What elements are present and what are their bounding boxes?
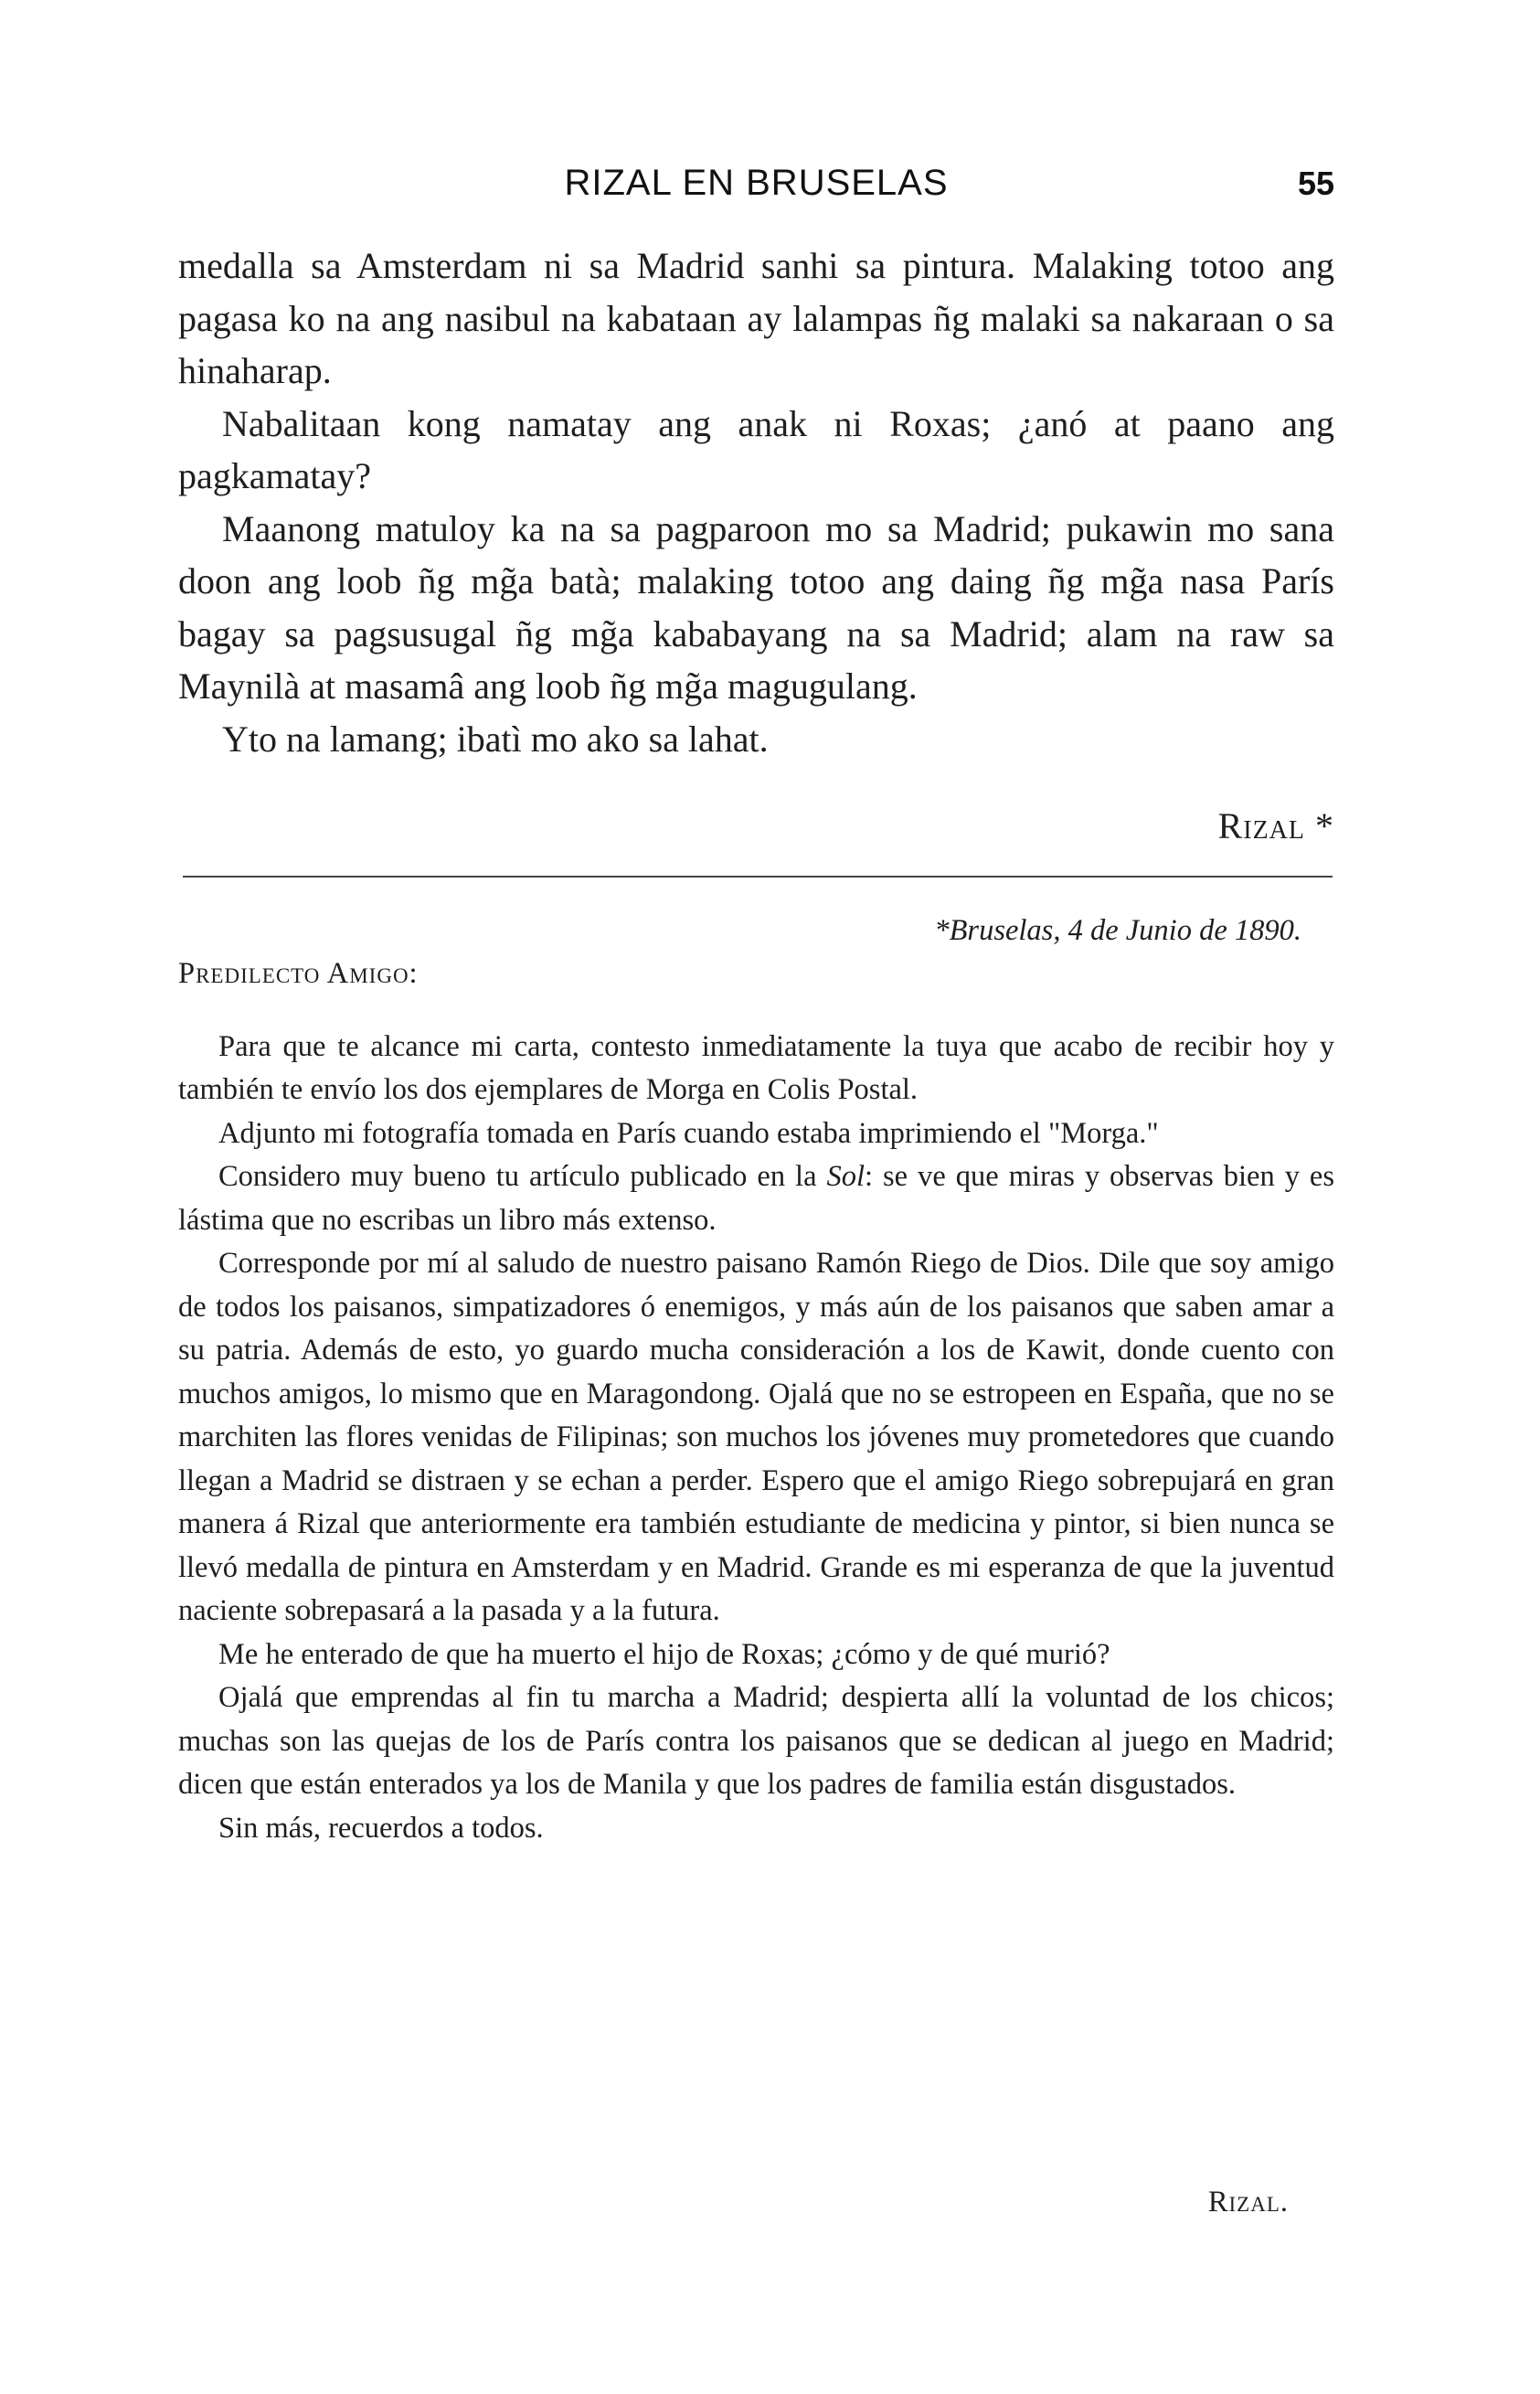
main-paragraph-3: Maanong matuloy ka na sa pagparoon mo sa Madrid; pukawin mo sana doon ang loob ñg mg̃a batà; malaking totoo ang daing ñg mg̃a nasa París bagay sa pagsusugal ñg mg̃a kababayang na sa Madrid; alam na raw sa Maynilà at masamâ ang loob ñg mg̃a magugulang. xyxy=(178,507,1334,707)
newspaper-title: Sol xyxy=(826,1160,866,1193)
footnote-paragraph-1: Para que te alcance mi carta, contesto inmediatamente la tuya que acabo de recibir hoy y también te envío los dos ejemplares de Morga en Colis Postal. xyxy=(178,1029,1334,1106)
footnote-signature: Rizal. xyxy=(1207,2186,1289,2218)
footnote-p3-after: : se ve que miras y observas bien y es lástima que no escribas un libro más extenso. xyxy=(178,1160,1334,1237)
footnote-salutation: Predilecto Amigo: xyxy=(178,957,419,990)
footnote-paragraph-6: Ojalá que emprendas al fin tu marcha a Madrid; despierta allí la voluntad de los chicos; muchas son las quejas de los de París contra los paisanos que se dedican al juego en Madrid; dicen que están enterados ya los de Manila y que los padres de familia están disgustados. xyxy=(178,1681,1334,1801)
main-paragraph-4: Yto na lamang; ibatì mo ako sa lahat. xyxy=(222,718,769,760)
page-header xyxy=(178,163,1334,218)
footnote-paragraph-4: Corresponde por mí al saludo de nuestro paisano Ramón Riego de Dios. Dile que soy amigo de todos los paisanos, simpatizadores ó enemigos, y más aún de los paisanos que saben amar a su patria. Además de esto, yo guardo mucha consideración a los de Kawit, donde cuento con muchos amigos, lo mismo que en Maragondong. Ojalá que no se estropeen en España, que no se marchiten las flores venidas de Filipinas; son muchos los jóvenes muy prometedores que cuando llegan a Madrid se distraen y se echan a perder. Espero que el amigo Riego sobrepujará en gran manera á Rizal que anteriormente era también estudiante de medicina y pintor, si bien nunca se llevó medalla de pintura en Amsterdam y en Madrid. Grande es mi esperanza de que la juventud naciente sobrepasará a la pasada y a la futura. xyxy=(178,1247,1334,1627)
footnote-paragraph-3 xyxy=(178,1155,1334,1242)
main-paragraph-2: Nabalitaan kong namatay ang anak ni Roxas; ¿anó at paano ang pagkamatay? xyxy=(178,402,1334,496)
footnote-paragraph-2: Adjunto mi fotografía tomada en París cuando estaba imprimiendo el "Morga." xyxy=(218,1116,1159,1150)
main-letter-text xyxy=(178,239,1334,765)
footnote-divider xyxy=(183,876,1333,878)
footnote-paragraph-7: Sin más, recuerdos a todos. xyxy=(218,1811,544,1845)
page-number: 55 xyxy=(1297,165,1334,202)
footnote-p3-before: Considero muy bueno tu artículo publicado en la xyxy=(218,1160,827,1193)
footnote-paragraph-5: Me he enterado de que ha muerto el hijo de Roxas; ¿cómo y de qué murió? xyxy=(218,1637,1110,1671)
footnote-dateline: *Bruselas, 4 de Junio de 1890. xyxy=(934,914,1301,947)
running-head: RIZAL EN BRUSELAS xyxy=(564,163,949,203)
footnote-translation xyxy=(178,910,1334,1850)
main-signature: Rizal * xyxy=(1217,805,1334,846)
main-paragraph-1: medalla sa Amsterdam ni sa Madrid sanhi sa pintura. Malaking totoo ang pagasa ko na ang nasibul na kabataan ay lalampas ñg malaki sa nakaraan o sa hinaharap. xyxy=(178,245,1334,391)
